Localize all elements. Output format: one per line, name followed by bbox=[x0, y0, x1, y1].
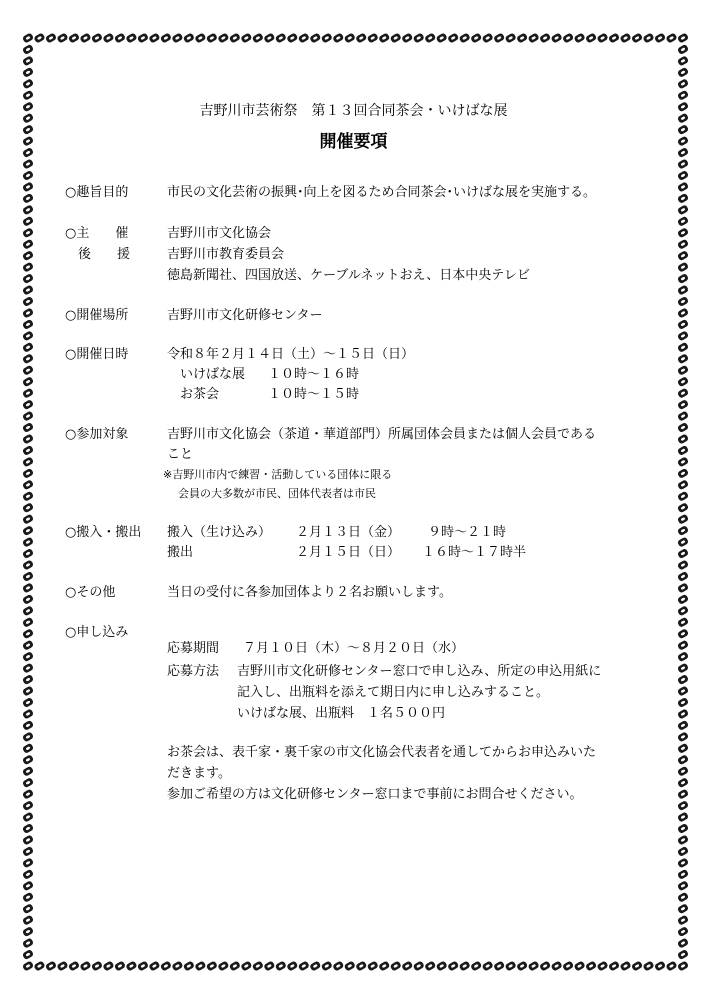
eligibility-note-2: 会員の大多数が市民、団体代表者は市民 bbox=[178, 487, 376, 500]
eligibility-line-1: 吉野川市文化協会（茶道・華道部門）所属団体会員または個人会員である bbox=[167, 427, 597, 442]
eligibility-label: ○参加対象 bbox=[65, 427, 129, 442]
application-method-line-2: 記入し、出瓶料を添えて期日内に申し込みすること。 bbox=[237, 685, 550, 700]
tea-note-line-1: お茶会は、表千家・裏千家の市文化協会代表者を通してからお申込みいた bbox=[167, 745, 597, 760]
ikebana-time: １０時～１６時 bbox=[268, 367, 360, 382]
setup-in-date: ２月１３日（金） bbox=[296, 525, 401, 540]
dates-main: 令和８年２月１４日（土）～１５日（日） bbox=[167, 347, 415, 362]
event-title: 吉野川市芸術祭 第１３回合同茶会・いけばな展 bbox=[199, 103, 508, 119]
other-text: 当日の受付に各参加団体より２名お願いします。 bbox=[167, 585, 452, 600]
application-period-label: 応募期間 bbox=[167, 641, 220, 656]
venue-label: ○開催場所 bbox=[65, 308, 129, 323]
ikebana-label: いけばな展 bbox=[180, 367, 246, 382]
organizer-label: ○主 催 bbox=[65, 226, 129, 241]
purpose-text: 市民の文化芸術の振興･向上を図るため合同茶会･いけばな展を実施する。 bbox=[167, 185, 597, 200]
application-period: ７月１０日（木）～８月２０日（水） bbox=[243, 641, 465, 656]
dates-label: ○開催日時 bbox=[65, 347, 129, 362]
setup-out-label: 搬出 bbox=[167, 545, 194, 560]
venue-text: 吉野川市文化研修センター bbox=[167, 308, 323, 323]
page-title: 開催要項 bbox=[319, 132, 388, 152]
setup-in-label: 搬入（生け込み） bbox=[167, 525, 272, 540]
setup-out-date: ２月１５日（日） bbox=[296, 545, 401, 560]
support-label: 後 援 bbox=[78, 247, 131, 262]
tea-note-line-3: 参加ご希望の方は文化研修センター窓口まで事前にお問合せください。 bbox=[167, 787, 583, 802]
application-method-line-1: 吉野川市文化研修センター窓口で申し込み、所定の申込用紙に bbox=[237, 664, 602, 679]
purpose-label: ○趣旨目的 bbox=[65, 185, 129, 200]
application-label: ○申し込み bbox=[65, 625, 129, 640]
setup-label: ○搬入・搬出 bbox=[65, 525, 142, 540]
application-fee-line: いけばな展、出瓶料 １名５００円 bbox=[237, 706, 446, 721]
application-method-label: 応募方法 bbox=[167, 664, 220, 679]
tea-time: １０時～１５時 bbox=[268, 387, 360, 402]
setup-out-time: １６時～１７時半 bbox=[422, 545, 527, 560]
tea-label: お茶会 bbox=[180, 387, 220, 402]
other-label: ○その他 bbox=[65, 585, 116, 600]
eligibility-note-1: ※吉野川市内で練習・活動している団体に限る bbox=[163, 468, 393, 481]
setup-in-time: ９時～２１時 bbox=[428, 525, 507, 540]
organizer-text: 吉野川市文化協会 bbox=[167, 226, 272, 241]
support-line-1: 吉野川市教育委員会 bbox=[167, 247, 285, 262]
support-line-2: 徳島新聞社、四国放送、ケーブルネットおえ、日本中央テレビ bbox=[167, 268, 530, 283]
tea-note-line-2: だきます。 bbox=[167, 766, 231, 781]
eligibility-line-2: こと bbox=[167, 447, 194, 462]
